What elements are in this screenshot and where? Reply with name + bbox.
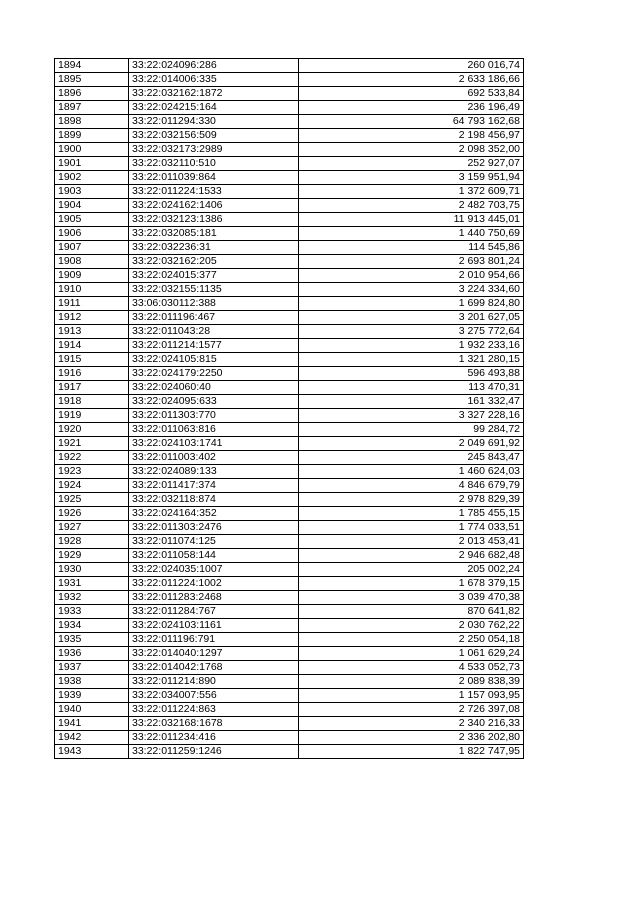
table-row	[55, 465, 524, 479]
table-row	[55, 409, 524, 423]
table-row	[55, 591, 524, 605]
row-number-cell: 1920	[55, 423, 129, 437]
row-number-cell: 1917	[55, 381, 129, 395]
row-number-cell: 1937	[55, 661, 129, 675]
amount-cell: 692 533,84	[299, 87, 524, 101]
cadastral-number-cell: 33:22:024162:1406	[129, 199, 299, 213]
row-number-cell: 1935	[55, 633, 129, 647]
table-row	[55, 297, 524, 311]
cadastral-number-cell: 33:22:032085:181	[129, 227, 299, 241]
table-row	[55, 647, 524, 661]
table-row	[55, 549, 524, 563]
row-number-cell: 1921	[55, 437, 129, 451]
amount-cell: 1 061 629,24	[299, 647, 524, 661]
data-table	[54, 58, 524, 759]
cadastral-number-cell: 33:22:024095:633	[129, 395, 299, 409]
table-row	[55, 703, 524, 717]
table-row	[55, 115, 524, 129]
table-body	[55, 59, 524, 759]
table-row	[55, 451, 524, 465]
cadastral-number-cell: 33:06:030112:388	[129, 297, 299, 311]
row-number-cell: 1906	[55, 227, 129, 241]
table-row	[55, 563, 524, 577]
cadastral-number-cell: 33:22:024060:40	[129, 381, 299, 395]
amount-cell: 1 785 455,15	[299, 507, 524, 521]
table-row	[55, 185, 524, 199]
row-number-cell: 1930	[55, 563, 129, 577]
row-number-cell: 1932	[55, 591, 129, 605]
table-row	[55, 199, 524, 213]
cadastral-number-cell: 33:22:011074:125	[129, 535, 299, 549]
cadastral-number-cell: 33:22:024105:815	[129, 353, 299, 367]
cadastral-number-cell: 33:22:032173:2989	[129, 143, 299, 157]
table-row	[55, 675, 524, 689]
cadastral-number-cell: 33:22:024103:1161	[129, 619, 299, 633]
amount-cell: 2 336 202,80	[299, 731, 524, 745]
cadastral-number-cell: 33:22:011224:1002	[129, 577, 299, 591]
amount-cell: 2 693 801,24	[299, 255, 524, 269]
row-number-cell: 1929	[55, 549, 129, 563]
table-row	[55, 339, 524, 353]
cadastral-number-cell: 33:22:032168:1678	[129, 717, 299, 731]
table-row	[55, 381, 524, 395]
row-number-cell: 1918	[55, 395, 129, 409]
cadastral-number-cell: 33:22:011196:791	[129, 633, 299, 647]
row-number-cell: 1931	[55, 577, 129, 591]
table-row	[55, 311, 524, 325]
row-number-cell: 1934	[55, 619, 129, 633]
amount-cell: 2 726 397,08	[299, 703, 524, 717]
amount-cell: 2 098 352,00	[299, 143, 524, 157]
cadastral-number-cell: 33:22:011003:402	[129, 451, 299, 465]
table-row	[55, 73, 524, 87]
cadastral-number-cell: 33:22:011303:2476	[129, 521, 299, 535]
cadastral-number-cell: 33:22:034007:556	[129, 689, 299, 703]
cadastral-number-cell: 33:22:011224:1533	[129, 185, 299, 199]
amount-cell: 3 327 228,16	[299, 409, 524, 423]
table-row	[55, 577, 524, 591]
table-row	[55, 101, 524, 115]
amount-cell: 1 774 033,51	[299, 521, 524, 535]
row-number-cell: 1909	[55, 269, 129, 283]
row-number-cell: 1899	[55, 129, 129, 143]
amount-cell: 2 946 682,48	[299, 549, 524, 563]
amount-cell: 260 016,74	[299, 59, 524, 73]
row-number-cell: 1936	[55, 647, 129, 661]
amount-cell: 2 030 762,22	[299, 619, 524, 633]
amount-cell: 1 932 233,16	[299, 339, 524, 353]
row-number-cell: 1941	[55, 717, 129, 731]
amount-cell: 99 284,72	[299, 423, 524, 437]
amount-cell: 2 978 829,39	[299, 493, 524, 507]
amount-cell: 236 196,49	[299, 101, 524, 115]
cadastral-number-cell: 33:22:032236:31	[129, 241, 299, 255]
table-row	[55, 479, 524, 493]
amount-cell: 1 460 624,03	[299, 465, 524, 479]
table-row	[55, 227, 524, 241]
amount-cell: 2 250 054,18	[299, 633, 524, 647]
cadastral-number-cell: 33:22:014040:1297	[129, 647, 299, 661]
row-number-cell: 1925	[55, 493, 129, 507]
amount-cell: 2 198 456,97	[299, 129, 524, 143]
cadastral-number-cell: 33:22:032123:1386	[129, 213, 299, 227]
cadastral-number-cell: 33:22:011224:863	[129, 703, 299, 717]
table-row	[55, 59, 524, 73]
cadastral-number-cell: 33:22:011043:28	[129, 325, 299, 339]
cadastral-number-cell: 33:22:024035:1007	[129, 563, 299, 577]
row-number-cell: 1894	[55, 59, 129, 73]
cadastral-number-cell: 33:22:011196:467	[129, 311, 299, 325]
amount-cell: 2 340 216,33	[299, 717, 524, 731]
row-number-cell: 1926	[55, 507, 129, 521]
table-row	[55, 717, 524, 731]
cadastral-number-cell: 33:22:011234:416	[129, 731, 299, 745]
amount-cell: 2 049 691,92	[299, 437, 524, 451]
table-row	[55, 367, 524, 381]
table-row	[55, 353, 524, 367]
amount-cell: 3 039 470,38	[299, 591, 524, 605]
cadastral-number-cell: 33:22:024096:286	[129, 59, 299, 73]
table-row	[55, 745, 524, 759]
amount-cell: 4 533 052,73	[299, 661, 524, 675]
amount-cell: 1 440 750,69	[299, 227, 524, 241]
table-row	[55, 395, 524, 409]
cadastral-number-cell: 33:22:011214:890	[129, 675, 299, 689]
cadastral-number-cell: 33:22:011063:816	[129, 423, 299, 437]
table-row	[55, 241, 524, 255]
table-row	[55, 731, 524, 745]
table-row	[55, 129, 524, 143]
amount-cell: 161 332,47	[299, 395, 524, 409]
amount-cell: 1 321 280,15	[299, 353, 524, 367]
table-row	[55, 423, 524, 437]
table-row	[55, 507, 524, 521]
cadastral-number-cell: 33:22:014042:1768	[129, 661, 299, 675]
amount-cell: 596 493,88	[299, 367, 524, 381]
row-number-cell: 1895	[55, 73, 129, 87]
cadastral-number-cell: 33:22:024089:133	[129, 465, 299, 479]
table-row	[55, 255, 524, 269]
amount-cell: 11 913 445,01	[299, 213, 524, 227]
row-number-cell: 1919	[55, 409, 129, 423]
row-number-cell: 1901	[55, 157, 129, 171]
table-row	[55, 87, 524, 101]
table-row	[55, 325, 524, 339]
cadastral-number-cell: 33:22:024015:377	[129, 269, 299, 283]
row-number-cell: 1943	[55, 745, 129, 759]
amount-cell: 3 224 334,60	[299, 283, 524, 297]
amount-cell: 2 010 954,66	[299, 269, 524, 283]
row-number-cell: 1927	[55, 521, 129, 535]
cadastral-number-cell: 33:22:011294:330	[129, 115, 299, 129]
row-number-cell: 1922	[55, 451, 129, 465]
cadastral-number-cell: 33:22:032118:874	[129, 493, 299, 507]
amount-cell: 205 002,24	[299, 563, 524, 577]
amount-cell: 3 275 772,64	[299, 325, 524, 339]
row-number-cell: 1900	[55, 143, 129, 157]
table-row	[55, 535, 524, 549]
row-number-cell: 1916	[55, 367, 129, 381]
amount-cell: 114 545,86	[299, 241, 524, 255]
row-number-cell: 1898	[55, 115, 129, 129]
table-row	[55, 437, 524, 451]
amount-cell: 1 678 379,15	[299, 577, 524, 591]
row-number-cell: 1908	[55, 255, 129, 269]
row-number-cell: 1923	[55, 465, 129, 479]
amount-cell: 2 089 838,39	[299, 675, 524, 689]
row-number-cell: 1903	[55, 185, 129, 199]
table-row	[55, 143, 524, 157]
row-number-cell: 1912	[55, 311, 129, 325]
amount-cell: 64 793 162,68	[299, 115, 524, 129]
amount-cell: 1 822 747,95	[299, 745, 524, 759]
amount-cell: 870 641,82	[299, 605, 524, 619]
row-number-cell: 1905	[55, 213, 129, 227]
row-number-cell: 1939	[55, 689, 129, 703]
cadastral-number-cell: 33:22:011058:144	[129, 549, 299, 563]
cadastral-number-cell: 33:22:032110:510	[129, 157, 299, 171]
table-row	[55, 493, 524, 507]
amount-cell: 2 482 703,75	[299, 199, 524, 213]
table-row	[55, 633, 524, 647]
table-row	[55, 521, 524, 535]
cadastral-number-cell: 33:22:011214:1577	[129, 339, 299, 353]
amount-cell: 2 633 186,66	[299, 73, 524, 87]
row-number-cell: 1942	[55, 731, 129, 745]
cadastral-number-cell: 33:22:032162:1872	[129, 87, 299, 101]
row-number-cell: 1904	[55, 199, 129, 213]
row-number-cell: 1940	[55, 703, 129, 717]
cadastral-number-cell: 33:22:032156:509	[129, 129, 299, 143]
cadastral-number-cell: 33:22:011283:2468	[129, 591, 299, 605]
cadastral-number-cell: 33:22:011284:767	[129, 605, 299, 619]
amount-cell: 1 372 609,71	[299, 185, 524, 199]
amount-cell: 1 699 824,80	[299, 297, 524, 311]
amount-cell: 2 013 453,41	[299, 535, 524, 549]
row-number-cell: 1914	[55, 339, 129, 353]
row-number-cell: 1928	[55, 535, 129, 549]
cadastral-number-cell: 33:22:011259:1246	[129, 745, 299, 759]
amount-cell: 4 846 679,79	[299, 479, 524, 493]
amount-cell: 113 470,31	[299, 381, 524, 395]
table-row	[55, 283, 524, 297]
row-number-cell: 1896	[55, 87, 129, 101]
row-number-cell: 1915	[55, 353, 129, 367]
cadastral-number-cell: 33:22:024179:2250	[129, 367, 299, 381]
row-number-cell: 1907	[55, 241, 129, 255]
table-row	[55, 157, 524, 171]
cadastral-number-cell: 33:22:014006:335	[129, 73, 299, 87]
row-number-cell: 1910	[55, 283, 129, 297]
table-row	[55, 213, 524, 227]
cadastral-number-cell: 33:22:024103:1741	[129, 437, 299, 451]
table-row	[55, 661, 524, 675]
cadastral-number-cell: 33:22:032155:1135	[129, 283, 299, 297]
row-number-cell: 1911	[55, 297, 129, 311]
cadastral-number-cell: 33:22:032162:205	[129, 255, 299, 269]
amount-cell: 245 843,47	[299, 451, 524, 465]
row-number-cell: 1938	[55, 675, 129, 689]
table-row	[55, 689, 524, 703]
table-row	[55, 605, 524, 619]
table-row	[55, 171, 524, 185]
row-number-cell: 1902	[55, 171, 129, 185]
amount-cell: 252 927,07	[299, 157, 524, 171]
row-number-cell: 1924	[55, 479, 129, 493]
row-number-cell: 1933	[55, 605, 129, 619]
cadastral-number-cell: 33:22:011417:374	[129, 479, 299, 493]
amount-cell: 3 201 627,05	[299, 311, 524, 325]
cadastral-number-cell: 33:22:011039:864	[129, 171, 299, 185]
amount-cell: 1 157 093,95	[299, 689, 524, 703]
cadastral-number-cell: 33:22:011303:770	[129, 409, 299, 423]
cadastral-number-cell: 33:22:024215:164	[129, 101, 299, 115]
row-number-cell: 1913	[55, 325, 129, 339]
cadastral-number-cell: 33:22:024164:352	[129, 507, 299, 521]
row-number-cell: 1897	[55, 101, 129, 115]
amount-cell: 3 159 951,94	[299, 171, 524, 185]
table-row	[55, 269, 524, 283]
table-row	[55, 619, 524, 633]
